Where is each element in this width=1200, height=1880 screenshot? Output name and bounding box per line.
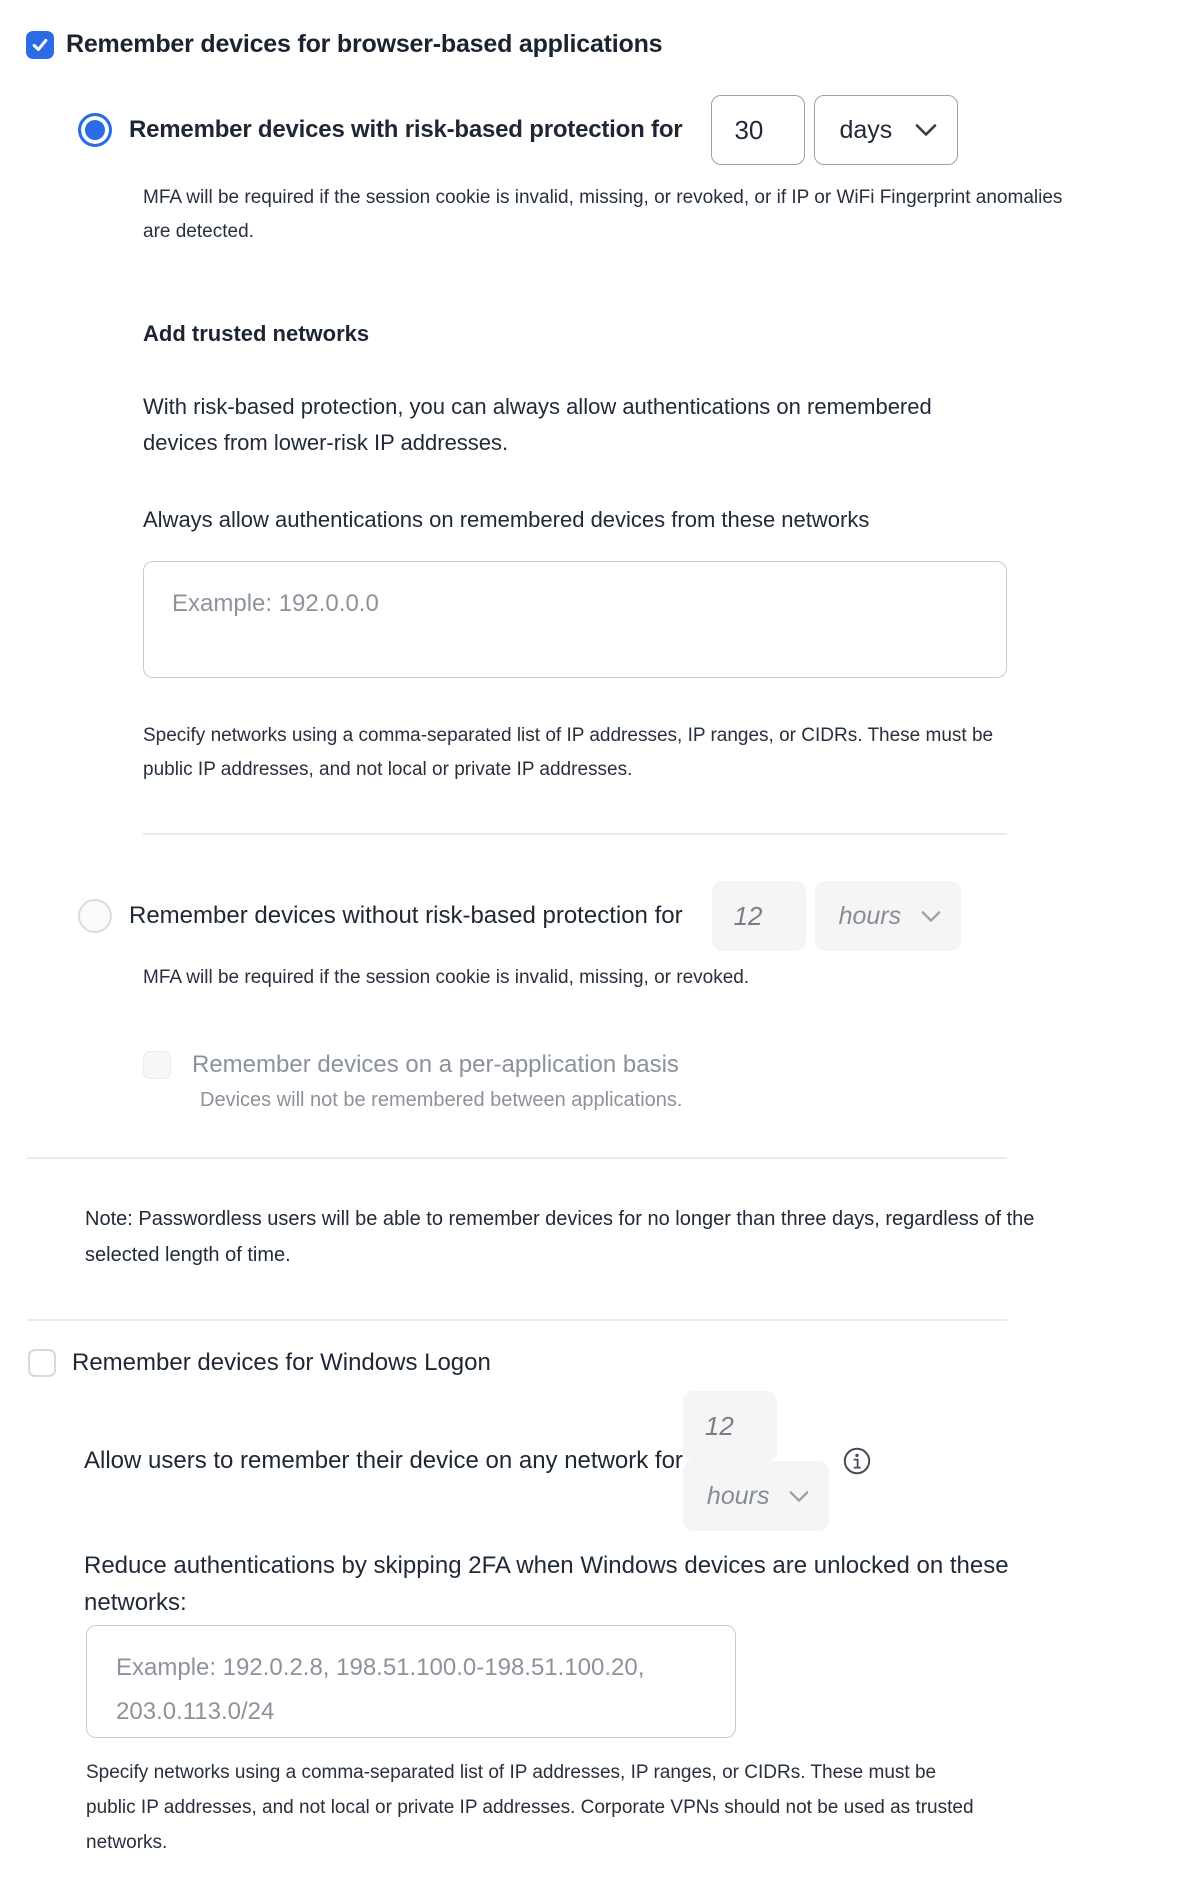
windows-reduce-label: Reduce authentications by skipping 2FA when Windows devices are unlocked on these networks: [84,1552,1009,1616]
divider [143,833,1007,835]
no-risk-duration-unit-value: hours [838,901,902,930]
risk-help-text: MFA will be required if the session cookie is invalid, missing, or revoked, or if IP or WiFi Fingerprint anomalies are detected. [143,187,1063,242]
no-risk-duration-unit-select [815,881,961,951]
trusted-networks-help-text: Specify networks using a comma-separated list of IP addresses, IP ranges, or CIDRs. These must be public IP addresses, and not local or private IP addresses. [143,725,994,780]
no-risk-duration-input [712,881,806,951]
checkmark-icon [30,35,50,55]
windows-duration-unit-value: hours [706,1481,770,1510]
risk-option-row [78,95,1200,165]
windows-logon-label: Remember devices for Windows Logon [72,1349,491,1376]
windows-allow-label: Allow users to remember their device on any network for [84,1447,683,1474]
add-trusted-networks-heading: Add trusted networks [143,321,370,346]
no-risk-option-row [78,881,1200,951]
windows-logon-checkbox[interactable] [28,1349,56,1377]
risk-duration-input[interactable] [711,95,805,165]
per-app-label: Remember devices on a per-application basis [192,1051,679,1078]
passwordless-note: Note: Passwordless users will be able to remember devices for no longer than three days, regardless of the selected length of time. [85,1208,1035,1266]
browser-apps-checkbox[interactable] [26,31,54,59]
risk-duration-unit-value: days [839,115,893,144]
risk-radio[interactable] [78,113,112,147]
risk-duration-unit-select[interactable] [814,95,958,165]
windows-duration-row [84,1391,1200,1531]
windows-duration-input [683,1391,777,1461]
chevron-down-icon [915,123,937,137]
chevron-down-icon [921,910,941,923]
per-app-checkbox [143,1051,171,1079]
browser-apps-label: Remember devices for browser-based applications [66,30,663,58]
windows-duration-unit-select [683,1461,829,1531]
windows-networks-textarea[interactable] [86,1625,736,1738]
divider [27,1157,1007,1159]
info-icon[interactable] [843,1447,871,1475]
windows-logon-option-row [28,1349,1200,1377]
divider [27,1319,1007,1321]
trusted-networks-input-label: Always allow authentications on remembered devices from these networks [143,507,870,532]
chevron-down-icon [789,1490,809,1503]
per-app-option-row [143,1051,1200,1079]
windows-networks-help-text: Specify networks using a comma-separated list of IP addresses, IP ranges, or CIDRs. These must be public IP addresses, and not local or private IP addresses. Corporate VPNs should not be used as trusted networks. [86,1762,974,1853]
no-risk-radio[interactable] [78,899,112,933]
per-app-help-text: Devices will not be remembered between applications. [200,1089,683,1111]
no-risk-radio-label: Remember devices without risk-based protection for [129,902,683,929]
trusted-networks-textarea[interactable] [143,561,1007,678]
risk-radio-label: Remember devices with risk-based protection for [129,116,683,143]
no-risk-help-text: MFA will be required if the session cookie is invalid, missing, or revoked. [143,967,750,988]
trusted-networks-description: With risk-based protection, you can always allow authentications on remembered devices from lower-risk IP addresses. [143,394,932,455]
browser-apps-option-row [26,30,1200,59]
